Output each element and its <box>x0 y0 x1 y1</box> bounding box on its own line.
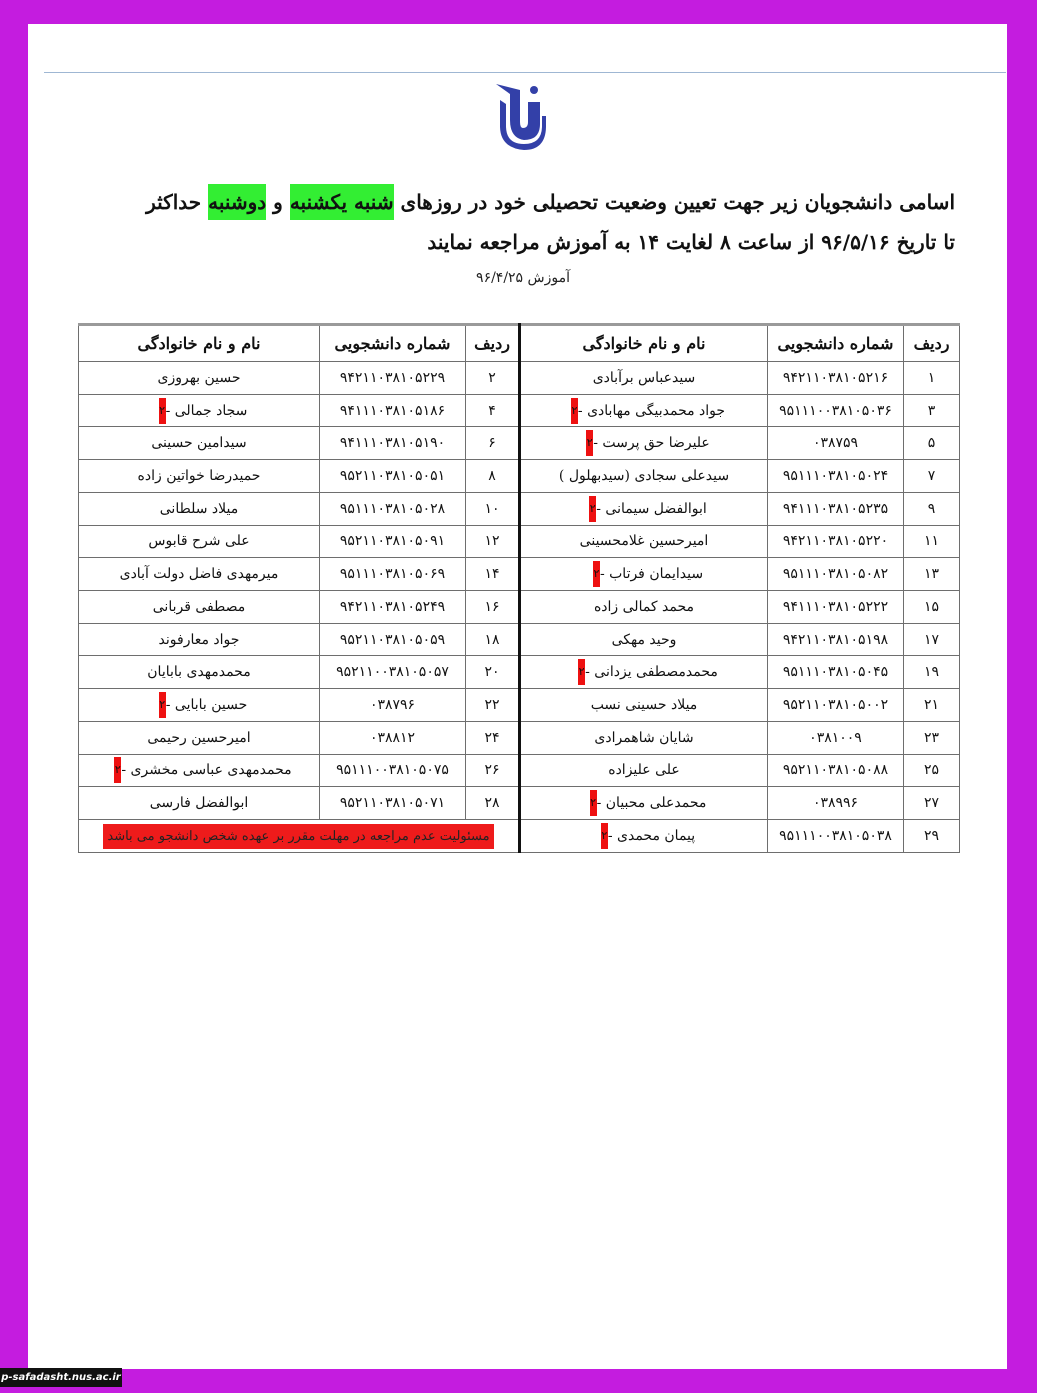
row-number: ۲۹ <box>904 820 960 853</box>
table-row <box>79 362 960 395</box>
student-name-text: محمدمصطفی یزدانی - <box>585 664 718 681</box>
student-id: ۹۴۲۱۱۰۳۸۱۰۵۲۲۰ <box>768 525 904 558</box>
table-row <box>79 820 960 853</box>
student-name <box>79 492 320 525</box>
student-name-text: محمد کمالی زاده <box>593 598 695 615</box>
student-name <box>520 820 768 853</box>
student-id: ۹۵۲۱۱۰۳۸۱۰۵۰۷۱ <box>320 787 466 820</box>
student-id: ۹۴۲۱۱۰۳۸۱۰۵۲۴۹ <box>320 591 466 624</box>
student-name-text: ابوالفضل سیمانی - <box>596 500 707 517</box>
student-name <box>520 558 768 591</box>
student-name <box>520 754 768 787</box>
announcement-heading <box>140 182 955 262</box>
student-name <box>79 623 320 656</box>
student-name <box>79 656 320 689</box>
student-name <box>520 787 768 820</box>
student-id: ۰۳۸۷۹۶ <box>320 689 466 722</box>
table-row <box>79 460 960 493</box>
header-student-id: شماره دانشجویی <box>320 325 466 362</box>
row-number: ۱۲ <box>466 525 520 558</box>
student-name-text: جواد معارفوند <box>158 631 240 648</box>
student-name-text: سجاد جمالی - <box>165 402 248 419</box>
student-name-text: سیدامین حسینی <box>151 435 247 452</box>
row-number: ۸ <box>466 460 520 493</box>
student-name <box>79 558 320 591</box>
student-id: ۹۵۱۱۱۰۰۳۸۱۰۵۰۳۸ <box>768 820 904 853</box>
student-name-text: سیدعلی سجادی (سیدبهلول ) <box>558 468 730 485</box>
student-name-text: حمیدرضا خواتین زاده <box>137 468 261 485</box>
row-number: ۹ <box>904 492 960 525</box>
student-id: ۹۵۲۱۱۰۳۸۱۰۵۰۵۱ <box>320 460 466 493</box>
student-name-text: میرمهدی فاضل دولت آبادی <box>119 566 279 583</box>
student-id: ۹۴۱۱۱۰۳۸۱۰۵۲۳۵ <box>768 492 904 525</box>
student-id: ۹۵۱۱۱۰۳۸۱۰۵۰۶۹ <box>320 558 466 591</box>
student-id: ۹۵۱۱۱۰۳۸۱۰۵۰۴۵ <box>768 656 904 689</box>
row-number: ۱۹ <box>904 656 960 689</box>
table-row <box>79 591 960 624</box>
header-name: نام و نام خانوادگی <box>520 325 768 362</box>
row-number: ۱۳ <box>904 558 960 591</box>
student-name <box>520 460 768 493</box>
student-id: ۹۴۲۱۱۰۳۸۱۰۵۱۹۸ <box>768 623 904 656</box>
row-number: ۱۶ <box>466 591 520 624</box>
student-name-text: مصطفی قربانی <box>152 598 246 615</box>
row-number: ۱۷ <box>904 623 960 656</box>
row-number: ۵ <box>904 427 960 460</box>
header-student-id: شماره دانشجویی <box>768 325 904 362</box>
table-row <box>79 558 960 591</box>
heading-text-2: حداکثر تا تاریخ ۹۶/۵/۱۶ از ساعت ۸ لغایت ۱۴ به آموزش مراجعه نمایند <box>146 190 955 254</box>
table-row <box>79 623 960 656</box>
student-name-text: شایان شاهمرادی <box>594 729 694 746</box>
row-number: ۱۰ <box>466 492 520 525</box>
responsibility-notice: مسئولیت عدم مراجعه در مهلت مقرر بر عهده شخص دانشجو می باشد <box>103 824 493 849</box>
student-name <box>79 591 320 624</box>
student-name <box>520 492 768 525</box>
row-number: ۱۵ <box>904 591 960 624</box>
highlight-day-2: دوشنبه <box>208 184 266 220</box>
student-id: ۰۳۸۷۵۹ <box>768 427 904 460</box>
issuer-date: آموزش ۹۶/۴/۲۵ <box>476 270 570 286</box>
table-row <box>79 427 960 460</box>
student-id: ۹۴۱۱۱۰۳۸۱۰۵۱۸۶ <box>320 394 466 427</box>
status-flag: ۲ <box>589 496 596 522</box>
student-name <box>520 591 768 624</box>
status-flag: ۲ <box>586 430 593 456</box>
row-number: ۲۶ <box>466 754 520 787</box>
student-id: ۹۴۱۱۱۰۳۸۱۰۵۱۹۰ <box>320 427 466 460</box>
student-id: ۹۵۱۱۱۰۳۸۱۰۵۰۸۲ <box>768 558 904 591</box>
row-number: ۱۸ <box>466 623 520 656</box>
row-number: ۶ <box>466 427 520 460</box>
status-flag: ۲ <box>601 823 608 849</box>
student-name <box>520 394 768 427</box>
student-name <box>79 362 320 395</box>
table-row <box>79 721 960 754</box>
student-name <box>79 689 320 722</box>
student-name <box>79 754 320 787</box>
student-id: ۹۵۱۱۱۰۳۸۱۰۵۰۲۴ <box>768 460 904 493</box>
status-flag: ۲ <box>159 692 166 718</box>
student-name <box>520 689 768 722</box>
student-id: ۹۵۲۱۱۰۳۸۱۰۵۰۸۸ <box>768 754 904 787</box>
header-name: نام و نام خانوادگی <box>79 325 320 362</box>
table-row <box>79 492 960 525</box>
row-number: ۱ <box>904 362 960 395</box>
student-name <box>79 394 320 427</box>
university-logo <box>488 80 550 154</box>
status-flag: ۲ <box>159 398 166 424</box>
student-name-text: جواد محمدبیگی مهابادی - <box>577 402 726 419</box>
student-name <box>520 427 768 460</box>
header-rule <box>44 72 1006 73</box>
student-name-text: سیدعباس برآبادی <box>592 369 696 386</box>
student-id: ۹۴۱۱۱۰۳۸۱۰۵۲۲۲ <box>768 591 904 624</box>
student-name <box>520 721 768 754</box>
status-flag: ۲ <box>571 398 578 424</box>
student-id: ۹۵۱۱۱۰۰۳۸۱۰۵۰۷۵ <box>320 754 466 787</box>
status-flag: ۲ <box>114 757 121 783</box>
student-id: ۹۴۲۱۱۰۳۸۱۰۵۲۱۶ <box>768 362 904 395</box>
row-number: ۲۴ <box>466 721 520 754</box>
table-row <box>79 525 960 558</box>
student-name-text: پیمان محمدی - <box>607 828 696 845</box>
student-name-text: محمدمهدی بابایان <box>147 664 251 681</box>
student-name-text: وحید مهکی <box>611 631 677 648</box>
row-number: ۲۱ <box>904 689 960 722</box>
header-row-number: ردیف <box>466 325 520 362</box>
row-number: ۲۳ <box>904 721 960 754</box>
student-name-text: محمدمهدی عباسی مخشری - <box>121 762 292 779</box>
student-name <box>520 656 768 689</box>
status-flag: ۲ <box>578 659 585 685</box>
student-name-text: علی شرح قابوس <box>148 533 250 550</box>
heading-text: اسامی دانشجویان زیر جهت تعیین وضعیت تحصیلی خود در روزهای <box>393 190 955 214</box>
student-name <box>79 721 320 754</box>
student-name <box>79 460 320 493</box>
row-number: ۲۷ <box>904 787 960 820</box>
row-number: ۲ <box>466 362 520 395</box>
row-number: ۲۰ <box>466 656 520 689</box>
status-flag: ۲ <box>590 790 597 816</box>
student-id: ۹۴۲۱۱۰۳۸۱۰۵۲۲۹ <box>320 362 466 395</box>
row-number: ۱۴ <box>466 558 520 591</box>
student-name-text: ابوالفضل فارسی <box>149 795 249 812</box>
student-name <box>520 362 768 395</box>
student-name-text: علی علیزاده <box>608 762 680 779</box>
student-name-text: امیرحسین رحیمی <box>147 729 251 746</box>
table-header-row <box>79 325 960 362</box>
student-name <box>520 525 768 558</box>
highlight-day-1: شنبه یکشنبه <box>290 184 394 220</box>
student-table <box>78 323 960 853</box>
student-name-text: میلاد سلطانی <box>159 500 239 517</box>
student-name <box>520 623 768 656</box>
student-id: ۰۳۸۸۱۲ <box>320 721 466 754</box>
table-row <box>79 787 960 820</box>
student-name-text: محمدعلی محبیان - <box>596 795 707 812</box>
row-number: ۲۲ <box>466 689 520 722</box>
site-watermark: p-safadasht.nus.ac.ir <box>0 1368 122 1387</box>
student-id: ۰۳۸۹۹۶ <box>768 787 904 820</box>
row-number: ۲۸ <box>466 787 520 820</box>
student-id: ۹۵۱۱۱۰۰۳۸۱۰۵۰۳۶ <box>768 394 904 427</box>
student-name <box>79 787 320 820</box>
student-name-text: امیرحسین غلامحسینی <box>579 533 709 550</box>
notice-cell <box>79 820 520 853</box>
student-id: ۹۵۲۱۱۰۳۸۱۰۵۰۹۱ <box>320 525 466 558</box>
student-name-text: حسین بابایی - <box>165 697 248 714</box>
row-number: ۷ <box>904 460 960 493</box>
student-id: ۹۵۲۱۱۰۳۸۱۰۵۰۵۹ <box>320 623 466 656</box>
table-row <box>79 656 960 689</box>
row-number: ۲۵ <box>904 754 960 787</box>
student-id: ۹۵۲۱۱۰۳۸۱۰۵۰۰۲ <box>768 689 904 722</box>
row-number: ۱۱ <box>904 525 960 558</box>
header-row-number: ردیف <box>904 325 960 362</box>
student-name-text: سیدایمان فرتاب - <box>599 566 704 583</box>
student-name-text: میلاد حسینی نسب <box>590 697 698 714</box>
student-name-text: حسین بهروزی <box>157 369 241 386</box>
student-name <box>79 427 320 460</box>
row-number: ۴ <box>466 394 520 427</box>
student-name <box>79 525 320 558</box>
student-id: ۰۳۸۱۰۰۹ <box>768 721 904 754</box>
table-row <box>79 754 960 787</box>
status-flag: ۲ <box>593 561 600 587</box>
student-id: ۹۵۲۱۱۰۰۳۸۱۰۵۰۵۷ <box>320 656 466 689</box>
student-name-text: علیرضا حق پرست - <box>593 435 710 452</box>
heading-conjunction: و <box>266 190 290 214</box>
table-row <box>79 394 960 427</box>
student-id: ۹۵۱۱۱۰۳۸۱۰۵۰۲۸ <box>320 492 466 525</box>
table-row <box>79 689 960 722</box>
row-number: ۳ <box>904 394 960 427</box>
